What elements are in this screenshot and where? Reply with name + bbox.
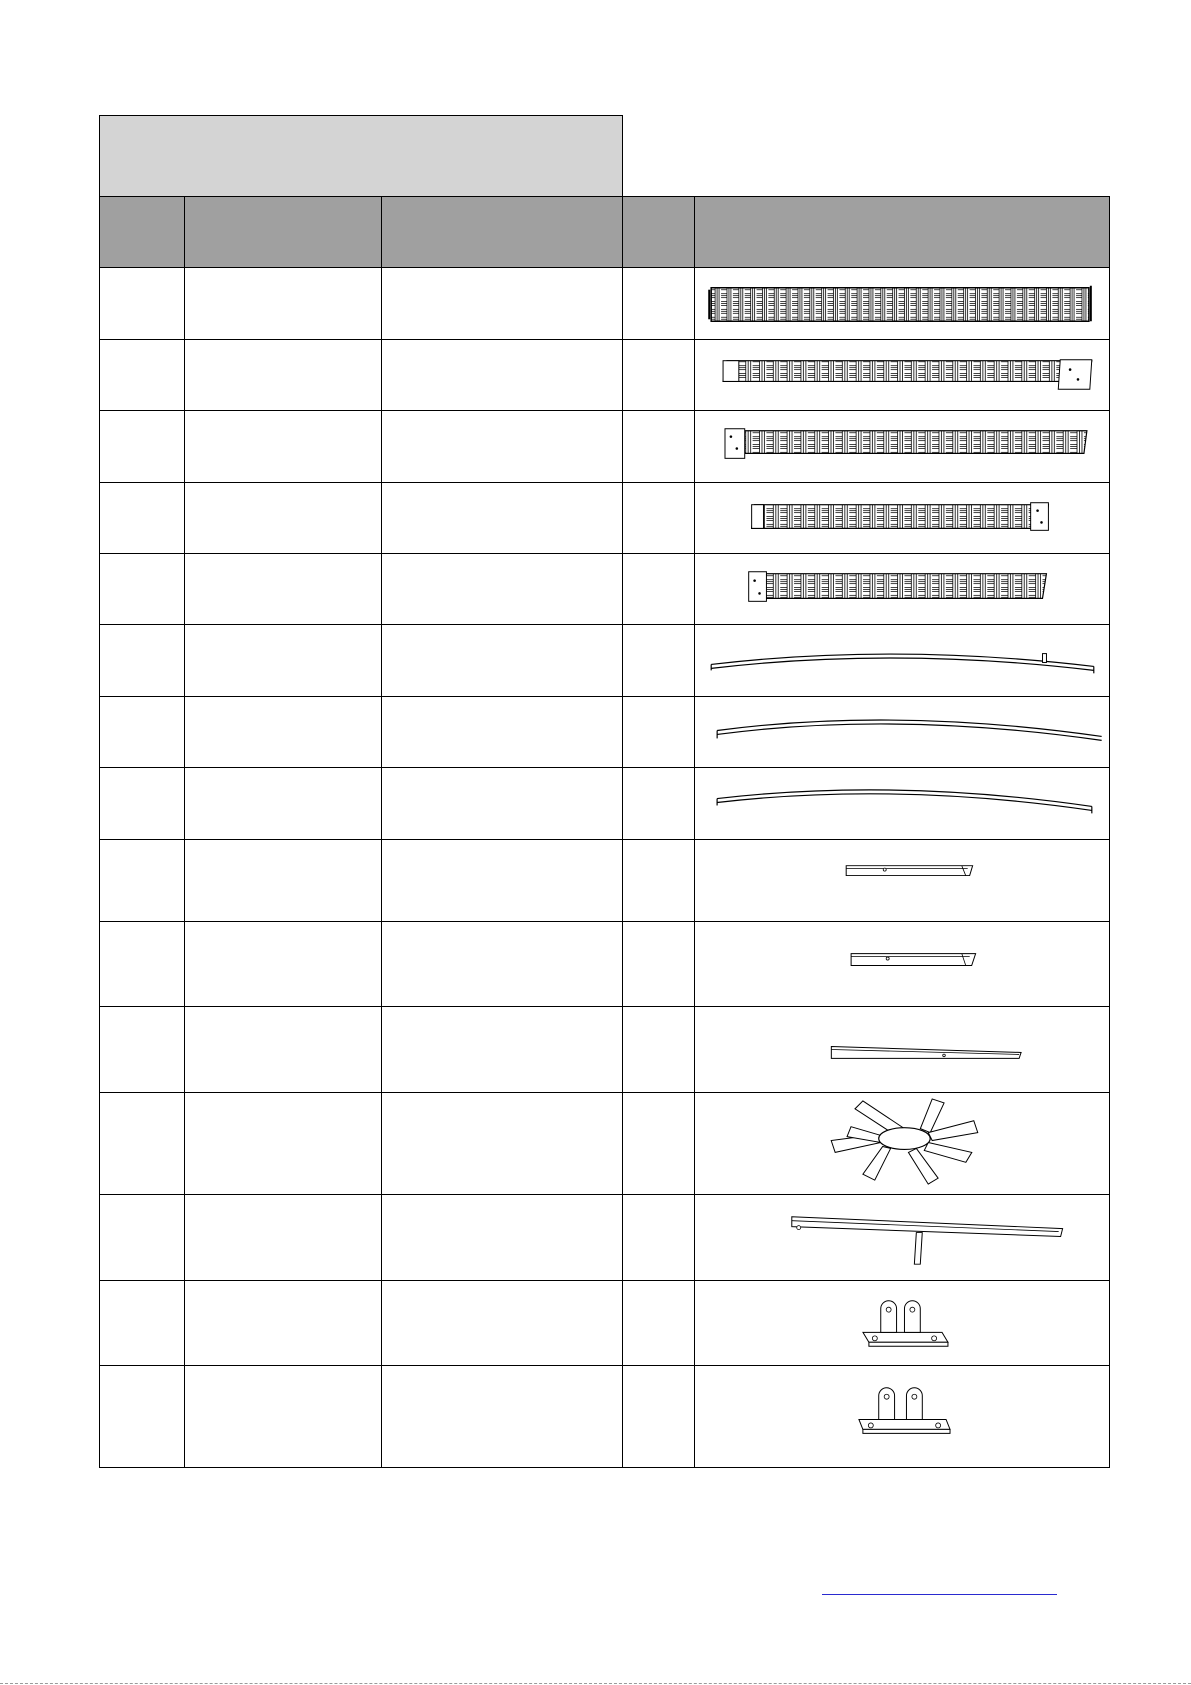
table-row (100, 1093, 1110, 1195)
woven-panel-long-icon (695, 268, 1109, 339)
cell-qty (623, 1366, 695, 1468)
cell-part-name (185, 768, 382, 840)
cell-qty (623, 268, 695, 340)
cell-image (695, 483, 1110, 554)
cell-description (382, 340, 623, 411)
cell-description (382, 768, 623, 840)
cell-image (695, 840, 1110, 922)
cell-part-name (185, 340, 382, 411)
table-row (100, 697, 1110, 768)
table-row (100, 340, 1110, 411)
cell-description (382, 1281, 623, 1366)
woven-panel-short-right-bracket-icon (695, 483, 1109, 553)
cell-description (382, 840, 623, 922)
cell-part-name (185, 1007, 382, 1093)
star-hub-connector-icon (695, 1093, 1109, 1194)
slim-tube-icon (695, 1007, 1109, 1092)
cell-qty (623, 411, 695, 483)
cell-description (382, 1007, 623, 1093)
curved-rod-icon (695, 697, 1109, 767)
cell-qty (623, 922, 695, 1007)
cell-part-name (185, 922, 382, 1007)
cell-image (695, 1281, 1110, 1366)
cell-qty (623, 697, 695, 768)
column-header-image (695, 197, 1110, 268)
cell-part-name (185, 411, 382, 483)
cell-no (100, 922, 185, 1007)
cell-no (100, 411, 185, 483)
page-bottom-divider (0, 1683, 1191, 1684)
cell-description (382, 268, 623, 340)
cell-part-name (185, 625, 382, 697)
parts-table (99, 196, 1110, 1468)
t-support-bar-icon (695, 1195, 1109, 1280)
cell-qty (623, 768, 695, 840)
table-row (100, 840, 1110, 922)
cell-qty (623, 554, 695, 625)
cell-description (382, 1195, 623, 1281)
table-row (100, 411, 1110, 483)
cell-description (382, 1093, 623, 1195)
cell-image (695, 411, 1110, 483)
woven-panel-short-left-bracket-icon (695, 554, 1109, 624)
cell-description (382, 922, 623, 1007)
cell-description (382, 697, 623, 768)
cell-part-name (185, 554, 382, 625)
table-row (100, 554, 1110, 625)
cell-image (695, 1007, 1110, 1093)
curved-rod-thin-icon (695, 768, 1109, 839)
cell-image (695, 697, 1110, 768)
cell-image (695, 625, 1110, 697)
cell-no (100, 625, 185, 697)
cell-part-name (185, 697, 382, 768)
table-row (100, 268, 1110, 340)
table-header-row (100, 197, 1110, 268)
cell-image (695, 554, 1110, 625)
column-header-qty (623, 197, 695, 268)
cell-no (100, 697, 185, 768)
woven-panel-left-bracket-icon (695, 411, 1109, 482)
table-row (100, 1007, 1110, 1093)
cell-description (382, 1366, 623, 1468)
short-tube-icon (695, 922, 1109, 1006)
cell-qty (623, 1007, 695, 1093)
cell-qty (623, 840, 695, 922)
cell-image (695, 1093, 1110, 1195)
cell-description (382, 411, 623, 483)
cell-qty (623, 483, 695, 554)
cell-image (695, 922, 1110, 1007)
cell-no (100, 483, 185, 554)
cell-no (100, 554, 185, 625)
column-header-part-name (185, 197, 382, 268)
cell-qty (623, 1281, 695, 1366)
cell-qty (623, 1093, 695, 1195)
mounting-bracket-icon (695, 1281, 1109, 1365)
cell-part-name (185, 1281, 382, 1366)
table-row (100, 1281, 1110, 1366)
mounting-bracket-icon (695, 1366, 1109, 1467)
cell-image (695, 1366, 1110, 1468)
cell-qty (623, 340, 695, 411)
table-row (100, 483, 1110, 554)
cell-description (382, 483, 623, 554)
cell-part-name (185, 1093, 382, 1195)
footer-link[interactable] (822, 1594, 1057, 1595)
cell-no (100, 840, 185, 922)
cell-no (100, 340, 185, 411)
cell-no (100, 1366, 185, 1468)
cell-no (100, 1007, 185, 1093)
cell-qty (623, 1195, 695, 1281)
cell-part-name (185, 483, 382, 554)
cell-no (100, 268, 185, 340)
woven-panel-right-bracket-icon (695, 340, 1109, 410)
table-row (100, 768, 1110, 840)
cell-image (695, 768, 1110, 840)
cell-qty (623, 625, 695, 697)
table-row (100, 1195, 1110, 1281)
cell-description (382, 625, 623, 697)
parts-list-title-box (99, 115, 623, 197)
column-header-no (100, 197, 185, 268)
table-row (100, 625, 1110, 697)
cell-image (695, 340, 1110, 411)
cell-image (695, 268, 1110, 340)
short-tube-icon (695, 840, 1109, 921)
curved-rod-with-tab-icon (695, 625, 1109, 696)
cell-no (100, 1093, 185, 1195)
table-row (100, 1366, 1110, 1468)
cell-description (382, 554, 623, 625)
cell-no (100, 768, 185, 840)
cell-part-name (185, 1195, 382, 1281)
cell-no (100, 1195, 185, 1281)
cell-part-name (185, 840, 382, 922)
cell-part-name (185, 268, 382, 340)
table-row (100, 922, 1110, 1007)
cell-no (100, 1281, 185, 1366)
column-header-description (382, 197, 623, 268)
cell-image (695, 1195, 1110, 1281)
cell-part-name (185, 1366, 382, 1468)
